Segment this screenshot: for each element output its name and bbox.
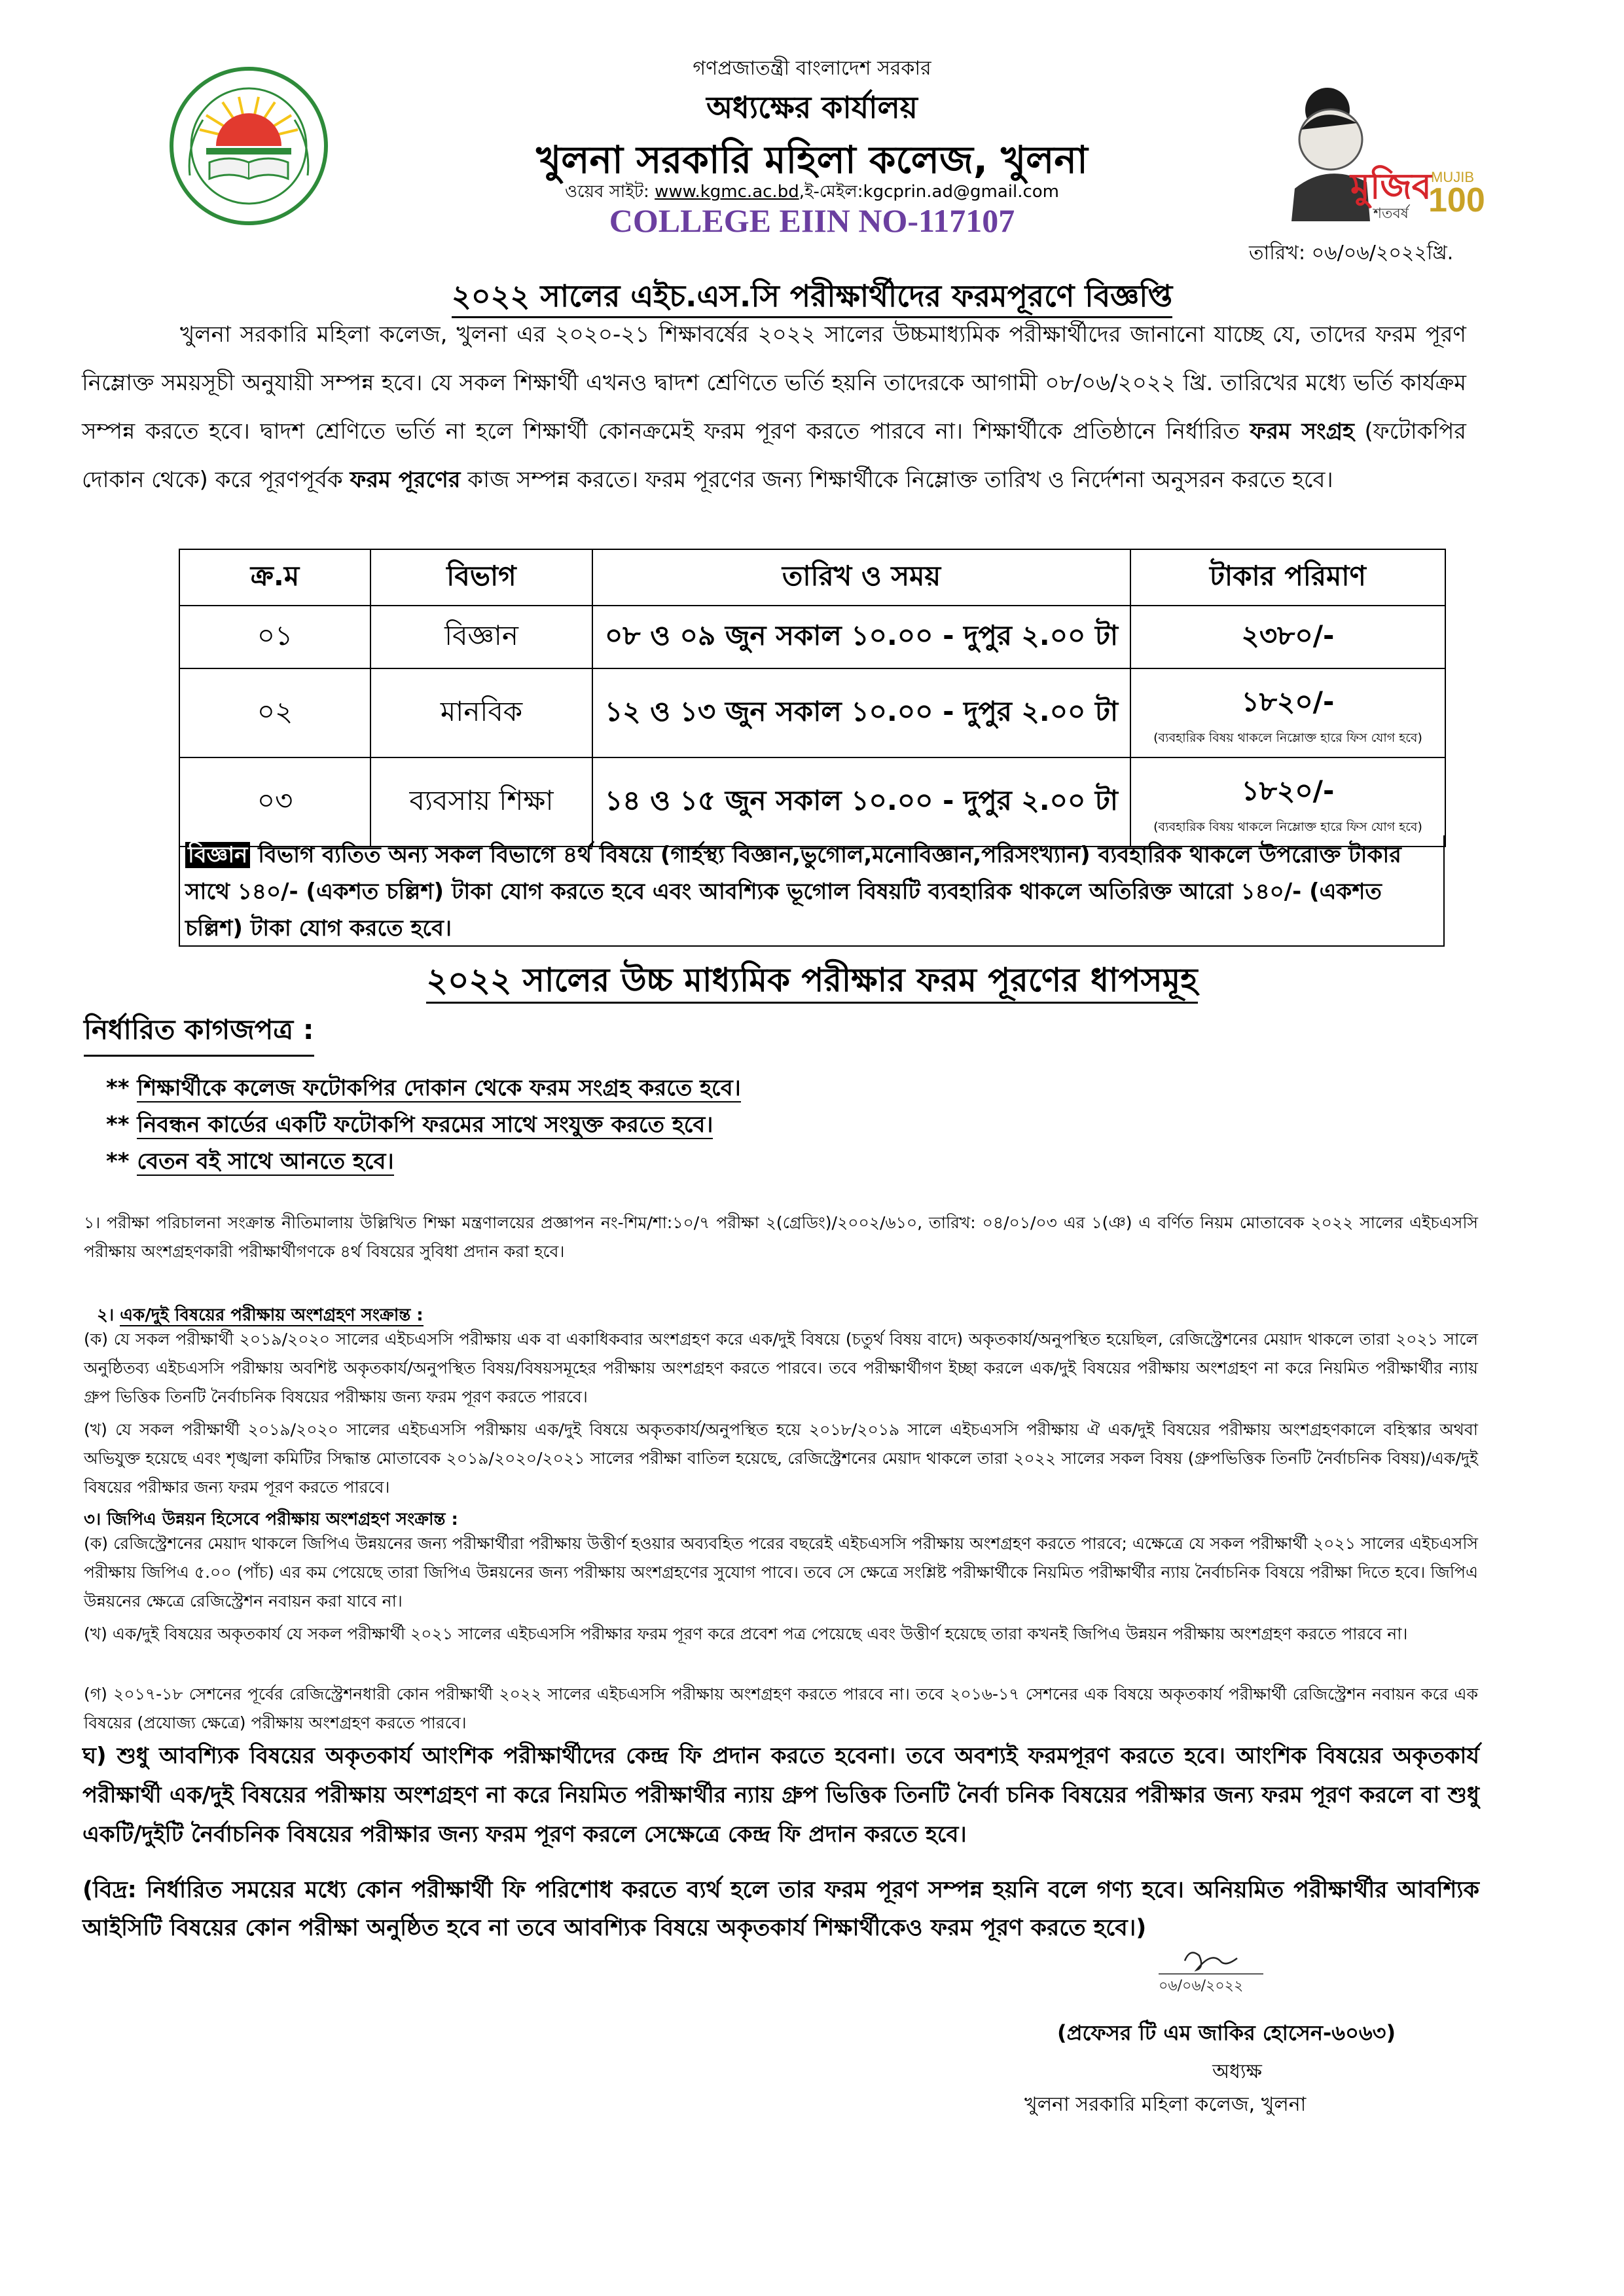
list-item xyxy=(106,1071,741,1108)
cell-date: ১৪ ও ১৫ জুন সকাল ১০.০০ - দুপুর ২.০০ টা xyxy=(592,757,1130,847)
list-item xyxy=(106,1144,394,1182)
office-line: অধ্যক্ষের কার্যালয় xyxy=(706,90,918,125)
college-name: খুলনা সরকারি মহিলা কলেজ, খুলনা xyxy=(536,137,1088,182)
signature-date: ০৬/০৬/২০২২ xyxy=(1159,1978,1244,1994)
warning-note: (বিদ্র: নির্ধারিত সময়ের মধ্যে কোন পরীক্ষার্থী ফি পরিশোধ করতে ব্যর্থ হলে তার ফরম পূরণ সম্পন্ন হয়নি বলে গণ্য হবে। অনিয়মিত পরীক্ষার্থীর আবশ্যিক আইসিটি বিষয়ের কোন পরীক্ষা অনুষ্ঠিত হবে না তবে আবশ্যিক বিষয়ে অকৃতকার্য শিক্ষার্থীকেও ফরম পূরণ করতে হবে।) xyxy=(82,1877,1479,1941)
intro-bold-1: ফরম সংগ্রহ xyxy=(1250,418,1354,445)
cell-fee xyxy=(1130,757,1445,847)
notice-title-text: ২০২২ সালের এইচ.এস.সি পরীক্ষার্থীদের ফরমপূরণে বিজ্ঞপ্তি xyxy=(452,278,1172,318)
svg-text:শতবর্ষ: শতবর্ষ xyxy=(1373,206,1409,222)
steps-title-text: ২০২২ সালের উচ্চ মাধ্যমিক পরীক্ষার ফরম পূরণের ধাপসমূহ xyxy=(426,961,1197,1004)
schedule-table xyxy=(179,549,1446,847)
table-row xyxy=(179,606,1445,668)
document-item: বেতন বই সাথে আনতে হবে। xyxy=(137,1148,394,1175)
email-link[interactable]: kgcprin.ad@gmail.com xyxy=(863,182,1059,202)
rule-1: ১। পরীক্ষা পরিচালনা সংক্রান্ত নীতিমালায় উল্লিখিত শিক্ষা মন্ত্রণালয়ের প্রজ্ঞাপন নং-শিম/শা:১০/৭ পরীক্ষা ২(গ্রেডিং)/২০০২/৬১০, তারিখ: ০৪/০১/০৩ এর ১(ঞ) এ বর্ণিত নিয়ম মোতাবেক ২০২২ সালের এইচএসসি পরীক্ষায় অংশগ্রহণকারী পরীক্ষার্থীগণকে ৪র্থ বিষয়ের সুবিধা প্রদান করা হবে। xyxy=(84,1213,1478,1261)
intro-text-2: (ফটোকপির দোকান থেকে) করে পূরণপূর্বক xyxy=(82,418,1466,493)
section-2-title: এক/দুই বিষয়ের পরীক্ষায় অংশগ্রহণ সংক্রান্ত : xyxy=(120,1305,424,1325)
cell-fee xyxy=(1130,606,1445,668)
document-item: নিবন্ধন কার্ডের একটি ফটোকপি ফরমের সাথে সংযুক্ত করতে হবে। xyxy=(137,1112,713,1138)
table-note-highlight: বিজ্ঞান xyxy=(185,842,250,868)
list-item xyxy=(106,1108,713,1145)
intro-bold-2: ফরম পূরণের xyxy=(350,467,461,493)
bullet: ** xyxy=(106,1112,130,1138)
document-item: শিক্ষার্থীকে কলেজ ফটোকপির দোকান থেকে ফরম সংগ্রহ করতে হবে। xyxy=(137,1075,741,1101)
cell-group: বিজ্ঞান xyxy=(370,606,592,668)
fee-note: (ব্যবহারিক বিষয় থাকলে নিম্লোক্ত হারে ফিস যোগ হবে) xyxy=(1153,819,1422,834)
bullet: ** xyxy=(106,1148,130,1175)
cell-date: ০৮ ও ০৯ জুন সকাল ১০.০০ - দুপুর ২.০০ টা xyxy=(592,606,1130,668)
col-header-group: বিভাগ xyxy=(370,549,592,606)
svg-text:মুজিব: মুজিব xyxy=(1350,166,1432,207)
rule-3-ka: (ক) রেজিস্ট্রেশনের মেয়াদ থাকলে জিপিএ উন্নয়নের জন্য পরীক্ষার্থীরা পরীক্ষায় উত্তীর্ণ হওয়ার অব্যবহিত পরের বছরেই এইচএসসি পরীক্ষায় অংশগ্রহণ করতে পারবে; এক্ষেত্রে যে সকল পরীক্ষার্থী ২০২১ সালের এইচএসসি পরীক্ষায় জিপিএ ৫.০০ (পাঁচ) এর কম পেয়েছে তারা জিপিএ উন্নয়নের জন্য পরীক্ষায় অংশগ্রহণের সুযোগ পাবে। তবে সে ক্ষেত্রে সংশ্লিষ্ট পরীক্ষার্থীকে নিয়মিত পরীক্ষার্থীর ন্যায় নৈর্বাচনিক বিষয়ে পরীক্ষা দিতে হবে। জিপিএ উন্নয়নের ক্ষেত্রে রেজিস্ট্রেশন নবায়ন করা যাবে না। xyxy=(84,1534,1478,1611)
intro-text-3: কাজ সম্পন্ন করতে। ফরম পূরণের জন্য শিক্ষার্থীকে নিম্লোক্ত তারিখ ও নির্দেশনা অনুসরন করতে হবে। xyxy=(460,467,1333,493)
handwritten-signature-icon xyxy=(1139,1941,1270,2000)
cell-date: ১২ ও ১৩ জুন সকাল ১০.০০ - দুপুর ২.০০ টা xyxy=(592,668,1130,757)
cell-group: ব্যবসায় শিক্ষা xyxy=(370,757,592,847)
intro-text-1: খুলনা সরকারি মহিলা কলেজ, খুলনা এর ২০২০-২১ শিক্ষাবর্ষের ২০২২ সালের উচ্চমাধ্যমিক পরীক্ষার্থীদের জানানো যাচ্ছে যে, তাদের ফরম পূরণ নিম্লোক্ত সময়সূচী অনুযায়ী সম্পন্ন হবে। যে সকল শিক্ষার্থী এখনও দ্বাদশ শ্রেণিতে ভর্তি হয়নি তাদেরকে আগামী ০৮/০৬/২০২২ খ্রি. তারিখের মধ্যে ভর্তি কার্যক্রম সম্পন্ন করতে হবে। দ্বাদশ শ্রেণিতে ভর্তি না হলে শিক্ষার্থী কোনক্রমেই ফরম পূরণ করতে পারবে না। শিক্ষার্থীকে প্রতিষ্ঠানে নির্ধারিত xyxy=(82,321,1466,445)
section-3-heading: ৩। জিপিএ উন্নয়ন হিসেবে পরীক্ষায় অংশগ্রহণ সংক্রান্ত : xyxy=(84,1510,458,1529)
fee-amount: ১৮২০/- xyxy=(1241,685,1335,718)
cell-sl: ০২ xyxy=(179,668,370,757)
rule-3-ga: (গ) ২০১৭-১৮ সেশনের পূর্বের রেজিস্ট্রেশনধারী কোন পরীক্ষার্থী ২০২২ সালের এইচএসসি পরীক্ষায় অংশগ্রহণ করতে পারবে না। তবে ২০১৬-১৭ সেশনের এক বিষয়ে অকৃতকার্য পরীক্ষার্থী রেজিস্ট্রেশন নবায়ন করে এক বিষয়ের (প্রযোজ্য ক্ষেত্রে) পরীক্ষায় অংশগ্রহণ করতে পারবে। xyxy=(84,1685,1478,1732)
table-note-text: বিভাগ ব্যতিত অন্য সকল বিভাগে ৪র্থ বিষয়ে (গার্হস্থ্য বিজ্ঞান,ভুগোল,মনোবিজ্ঞান,পরিসংখ্যান) ব্যবহারিক থাকলে উপরোক্ত টাকার সাথে ১৪০/- (একশত চল্লিশ) টাকা যোগ করতে হবে এবং আবশ্যিক ভূগোল বিষয়টি ব্যবহারিক থাকলে অতিরিক্ত আরো ১৪০/- (একশত চল্লিশ) টাকা যোগ করতে হবে। xyxy=(185,842,1401,941)
table-row xyxy=(179,668,1445,757)
intro-paragraph xyxy=(82,310,1466,504)
svg-text:MUJIB: MUJIB xyxy=(1431,169,1474,185)
col-header-date: তারিখ ও সময় xyxy=(592,549,1130,606)
rule-gha: ঘ) শুধু আবশ্যিক বিষয়ের অকৃতকার্য আংশিক পরীক্ষার্থীদের কেন্দ্র ফি প্রদান করতে হবেনা। তবে অবশ্যই ফরমপূরণ করতে হবে। আংশিক বিষয়ের অকৃতকার্য পরীক্ষার্থী এক/দুই বিষয়ের পরীক্ষায় অংশগ্রহণ না করে নিয়মিত পরীক্ষার্থীর ন্যায় গ্রুপ ভিত্তিক তিনটি নৈর্বা চনিক বিষয়ের পরীক্ষার জন্য ফরম পূরণ করলে বা শুধু একটি/দুইটি নৈর্বাচনিক বিষয়ের পরীক্ষার জন্য ফরম পূরণ করলে সেক্ষেত্রে কেন্দ্র ফি প্রদান করতে হবে। xyxy=(82,1743,1479,1848)
fee-amount: ২৩৮০/- xyxy=(1241,619,1335,651)
fee-note: (ব্যবহারিক বিষয় থাকলে নিম্লোক্ত হারে ফিস যোগ হবে) xyxy=(1153,730,1422,745)
rule-3-kha: (খ) এক/দুই বিষয়ের অকৃতকার্য যে সকল পরীক্ষার্থী ২০২১ সালের এইচএসসি পরীক্ষার ফরম পূরণ করে প্রবেশ পত্র পেয়েছে এবং উত্তীর্ণ হয়েছে তারা কখনই জিপিএ উন্নয়ন পরীক্ষায় অংশগ্রহণ করতে পারবে না। xyxy=(84,1624,1408,1643)
cell-sl: ০৩ xyxy=(179,757,370,847)
table-note xyxy=(179,835,1445,947)
rule-2-ka: (ক) যে সকল পরীক্ষার্থী ২০১৯/২০২০ সালের এইচএসসি পরীক্ষায় এক বা একাধিকবার অংশগ্রহণ করে এক/দুই বিষয়ে (চতুর্থ বিষয় বাদে) অকৃতকার্য/অনুপস্থিত হয়েছিল, রেজিস্ট্রেশনের মেয়াদ থাকলে তারা ২০২১ সালে অনুষ্ঠিতব্য এইচএসসি পরীক্ষায় অবশিষ্ট অকৃতকার্য/অনুপস্থিত বিষয়/বিষয়সমূহের পরীক্ষায় অংশগ্রহণ করতে পারবে। তবে পরীক্ষার্থীগণ ইচ্ছা করলে এক/দুই বিষয়ের পরীক্ষায় অংশগ্রহণ না করে নিয়মিত পরীক্ষার্থীর ন্যায় গ্রুপ ভিত্তিক তিনটি নৈর্বাচনিক বিষয়ের পরীক্ষায় জন্য ফরম পূরণ করতে পারবে। xyxy=(84,1330,1478,1406)
government-line: গণপ্রজাতন্ত্রী বাংলাদেশ সরকার xyxy=(693,57,931,80)
col-header-fee: টাকার পরিমাণ xyxy=(1130,549,1445,606)
table-row xyxy=(179,757,1445,847)
cell-sl: ০১ xyxy=(179,606,370,668)
website-label: ওয়েব সাইট: xyxy=(565,182,649,202)
section-2-number: ২। xyxy=(97,1305,120,1325)
notice-date: তারিখ: ০৬/০৬/২০২২খ্রি. xyxy=(1249,242,1454,264)
cell-group: মানবিক xyxy=(370,668,592,757)
steps-title xyxy=(0,956,1624,1010)
principal-role: অধ্যক্ষ xyxy=(1212,2060,1262,2083)
email-label: ,ই-মেইল: xyxy=(799,182,863,202)
principal-name: (প্রফেসর টি এম জাকির হোসেন-৬০৬৩) xyxy=(1057,2020,1396,2045)
website-link[interactable]: www.kgmc.ac.bd xyxy=(655,182,799,202)
col-header-sl: ক্র.ম xyxy=(179,549,370,606)
fee-amount: ১৮২০/- xyxy=(1241,774,1335,807)
rule-2-kha: (খ) যে সকল পরীক্ষার্থী ২০১৯/২০২০ সালের এইচএসসি পরীক্ষায় এক/দুই বিষয়ে অকৃতকার্য/অনুপস্থিত হয়ে ২০১৮/২০১৯ সালে এইচএসসি পরীক্ষায় ঐ এক/দুই বিষয়ের পরীক্ষায় অংশগ্রহণকালে বহিস্কার অথবা অভিযুক্ত হয়েছে এবং শৃঙ্খলা কমিটির সিদ্ধান্ত মোতাবেক ২০১৯/২০২০/২০২১ সালের পরীক্ষা বাতিল হয়েছে, রেজিস্ট্রেশনের মেয়াদ থাকলে তারা ২০২২ সালের সকল বিষয় (গ্রুপভিত্তিক তিনটি নৈর্বাচনিক বিষয়)/এক/দুই বিষয়ের পরীক্ষার জন্য ফরম পূরণ করতে পারবে। xyxy=(84,1420,1478,1497)
principal-college: খুলনা সরকারি মহিলা কলেজ, খুলনা xyxy=(1024,2093,1307,2116)
college-eiin: COLLEGE EIIN NO-117107 xyxy=(609,202,1015,239)
bullet: ** xyxy=(106,1075,130,1101)
table-header-row xyxy=(179,549,1445,606)
svg-text:100: 100 xyxy=(1428,181,1485,219)
documents-heading: নির্ধারিত কাগজপত্র : xyxy=(84,1008,314,1057)
cell-fee xyxy=(1130,668,1445,757)
